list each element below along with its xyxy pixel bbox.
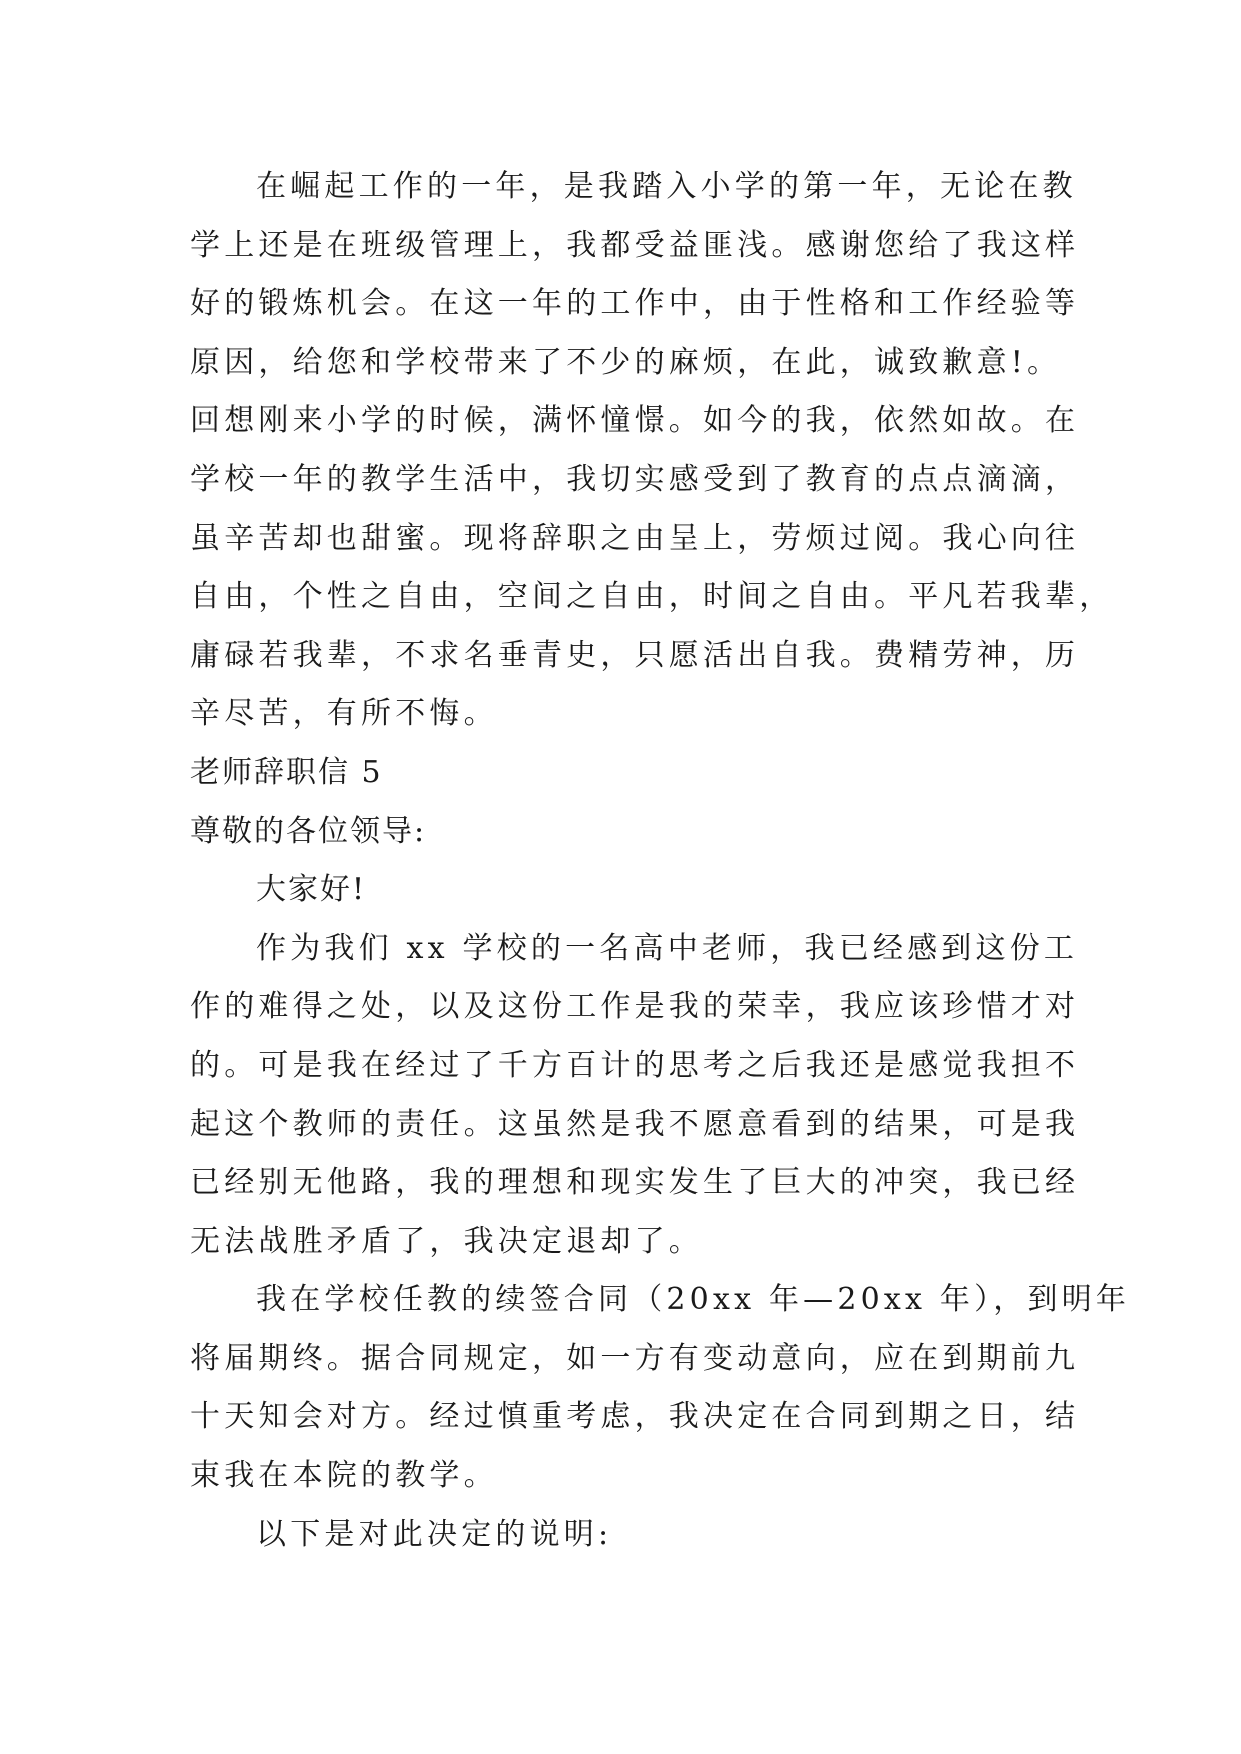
text-line: 十天知会对方。经过慎重考虑，我决定在合同到期之日，结 [190,1399,1080,1435]
text-line: 无法战胜矛盾了，我决定退却了。 [190,1223,703,1259]
text-line: 回想刚来小学的时候，满怀憧憬。如今的我，依然如故。在 [190,403,1080,439]
letter-body [190,158,1131,1564]
text-line: 作的难得之处，以及这份工作是我的荣幸，我应该珍惜才对 [190,989,1080,1025]
salutation: 尊敬的各位领导: [190,813,427,849]
text-line: 已经别无他路，我的理想和现实发生了巨大的冲突，我已经 [190,1165,1080,1201]
text-line: 虽辛苦却也甜蜜。现将辞职之由呈上，劳烦过阅。我心向往 [190,520,1080,556]
text-line: 作为我们 xx 学校的一名高中老师，我已经感到这份工 [256,930,1079,966]
text-line: 以下是对此决定的说明: [256,1516,613,1552]
greeting: 大家好! [256,872,367,908]
text-line: 辛尽苦，有所不悔。 [190,696,498,732]
text-line: 原因，给您和学校带来了不少的麻烦，在此，诚致歉意!。 [190,344,1062,380]
text-line: 学上还是在班级管理上，我都受益匪浅。感谢您给了我这样 [190,227,1080,263]
section-heading: 老师辞职信 5 [190,754,383,790]
text-line: 学校一年的教学生活中，我切实感受到了教育的点点滴滴， [190,461,1080,497]
text-line: 起这个教师的责任。这虽然是我不愿意看到的结果，可是我 [190,1106,1080,1142]
text-line: 在崛起工作的一年，是我踏入小学的第一年，无论在教 [256,169,1077,204]
text-line: 的。可是我在经过了千方百计的思考之后我还是感觉我担不 [190,1047,1080,1083]
text-line: 束我在本院的教学。 [190,1458,498,1494]
text-line: 自由，个性之自由，空间之自由，时间之自由。平凡若我辈， [190,579,1114,615]
text-line: 将届期终。据合同规定，如一方有变动意向，应在到期前九 [190,1340,1080,1376]
text-line: 好的锻炼机会。在这一年的工作中，由于性格和工作经验等 [190,286,1080,322]
text-line: 我在学校任教的续签合同（20xx 年—20xx 年），到明年 [256,1282,1131,1318]
text-line: 庸碌若我辈，不求名垂青史，只愿活出自我。费精劳神，历 [190,637,1080,673]
